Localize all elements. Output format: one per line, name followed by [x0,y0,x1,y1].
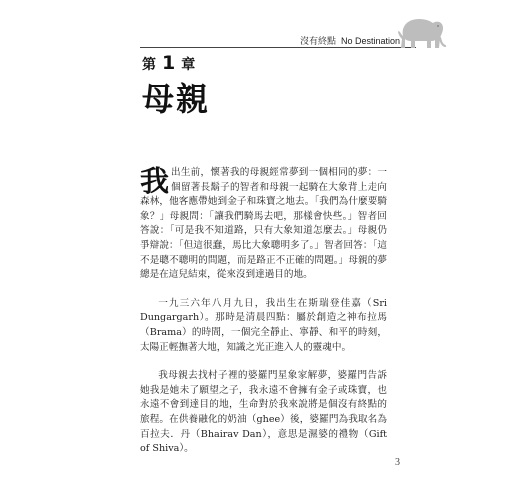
running-head [230,34,400,47]
chapter-suffix: 章 [181,57,196,73]
paragraph-3: 我母親去找村子裡的婆羅門星象家解夢，婆羅門告訴她我是她未了願望之子，我永遠不會擁有金子或珠寶，也永遠不會到達目的地，生命對於我來說將是個沒有終點的旅程。在供養融化的奶油（ghee）後，婆羅門為我取名為百拉夫．丹（Bhairav Dan），意思是濕婆的禮物（Gift of Shiva）。 [140,370,387,455]
chapter-title: 母親 [142,80,211,118]
chapter-number: 1 [162,52,176,74]
dropcap: 我 [140,164,170,198]
chapter-label [142,52,195,74]
running-head-title-en: No Destination [340,36,400,46]
running-head-title-zh: 沒有終點 [299,37,336,47]
header-rule [140,47,416,48]
paragraph-1 [140,166,387,283]
page-number: 3 [395,457,400,468]
body-text [140,166,387,471]
elephant-icon [395,12,447,52]
paragraph-2: 一九三六年八月九日，我出生在斯瑞登佳嘉（Sri Dungargarh）。那時是清晨四點：屬於創造之神布拉馬（Brama）的時間，一個完全靜止、寧靜、和平的時刻，太陽正輕撫著大地，知識之光正進入人的靈魂中。 [140,297,387,353]
paragraph-1-text: 出生前，懷著我的母親經常夢到一個相同的夢：一個留著長鬍子的智者和母親一起騎在大象背上走向森林，他客應帶她到金子和珠寶之地去。「我們為什麼要騎象？」母親問：「讓我們騎馬去吧，那樣會快些。」智者回答說：「可是我不知道路，只有大象知道怎麼去。」母親仍爭辯說：「但這很蠢，馬比大象聰明多了。」智者回答：「這不是聰不聰明的問題，而是路正不正確的問題。」母親的夢總是在這兒結束，從來沒到達過目的地。 [140,167,387,281]
chapter-prefix: 第 [142,57,156,73]
